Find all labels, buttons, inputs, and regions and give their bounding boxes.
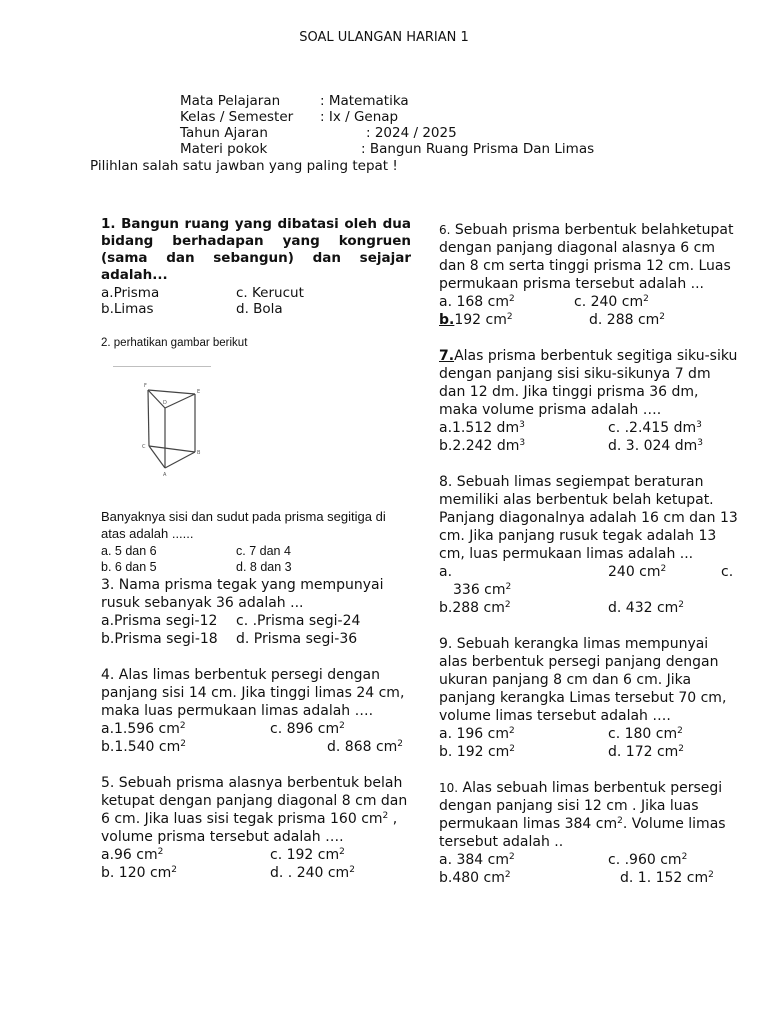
subject-label: Mata Pelajaran: [180, 93, 281, 109]
instruction: Pilihlan salah satu jawban yang paling tepat !: [90, 158, 398, 174]
q9-option-d-exp: 2: [678, 744, 685, 754]
q5-option-d: [270, 864, 355, 882]
year-label: Tahun Ajaran: [180, 125, 268, 141]
q10-option-b-text: b.480 cm: [439, 870, 505, 886]
q4-option-d: [327, 738, 403, 756]
triangular-prism-diagram: [111, 366, 231, 486]
q4-option-b-text: b.1.540 cm: [101, 739, 181, 755]
subject-value: : Matematika: [320, 93, 409, 109]
q6-option-a-exp: 2: [509, 294, 515, 304]
q10-option-d-exp: 2: [708, 870, 714, 880]
q10-option-a: [439, 851, 515, 869]
vertex-label-F: F: [144, 383, 147, 389]
q5-option-b: [101, 864, 177, 882]
q6-option-a: [439, 293, 515, 311]
q6-option-d-exp: 2: [659, 312, 666, 322]
q6-option-b-letter: b.: [439, 312, 455, 328]
q10-number: 10.: [439, 781, 459, 795]
q9-option-c: [608, 725, 683, 743]
q7-option-a-text: a.1.512 dm: [439, 420, 520, 436]
vertex-label-C: C: [142, 444, 146, 450]
q1-option-c: c. Kerucut: [236, 285, 304, 301]
q3-option-b: b.Prisma segi-18: [101, 631, 218, 647]
q4-option-d-exp: 2: [397, 739, 404, 749]
q5-option-d-exp: 2: [349, 865, 355, 875]
meta-block: [180, 93, 640, 157]
q5-text: [101, 774, 411, 846]
q4-option-a-exp: 2: [179, 721, 186, 731]
q6-text-body: Sebuah prisma berbentuk belahketupat dengan panjang diagonal alasnya 6 cm dan 8 cm serta tinggi prisma 12 cm. Luas permukaan prisma tersebut adalah ...: [439, 222, 734, 292]
q8-option-c-exp: 2: [505, 582, 512, 592]
q7-text-body: Alas prisma berbentuk segitiga siku-siku dengan panjang sisi siku-sikunya 7 dm dan 12 dm. Jika tinggi prisma 36 dm, maka volume prisma adalah ….: [439, 348, 738, 418]
q10-option-c-exp: 2: [681, 852, 688, 862]
q6-option-b: [439, 311, 513, 329]
q3-option-c: c. .Prisma segi-24: [236, 613, 361, 629]
q8-option-d: [608, 599, 684, 617]
q8-option-b-text: b.288 cm: [439, 600, 505, 616]
vertex-label-A: A: [163, 472, 167, 478]
q5-option-a-exp: 2: [157, 847, 164, 857]
q7-number: 7.: [439, 348, 455, 364]
q6-option-d: [589, 311, 665, 329]
q10-option-a-text: a. 384 cm: [439, 852, 509, 868]
q4-text: 4. Alas limas berbentuk persegi dengan panjang sisi 14 cm. Jika tinggi limas 24 cm, maka luas permukaan limas adalah ….: [101, 667, 405, 719]
q5-option-c: [270, 846, 345, 864]
q10-option-d-text: d. 1. 152 cm: [620, 870, 709, 886]
q5-option-c-exp: 2: [339, 847, 345, 857]
q2-question: Banyaknya sisi dan sudut pada prisma segitiga di atas adalah ......: [101, 509, 386, 541]
q9-option-b: [439, 743, 515, 761]
q9-text: 9. Sebuah kerangka limas mempunyai alas berbentuk persegi panjang dengan ukuran panjang 8 cm dan 6 cm. Jika panjang kerangka Limas tersebut 70 cm, volume limas tersebut adalah ….: [439, 636, 727, 724]
q7-option-a-exp: 3: [519, 420, 525, 430]
q1-option-b: b.Limas: [101, 301, 154, 317]
q10-option-d: [620, 869, 714, 887]
q10-text-part2: . Volume limas tersebut adalah ..: [439, 816, 726, 850]
q5-option-b-exp: 2: [171, 865, 178, 875]
q3-option-a: a.Prisma segi-12: [101, 613, 218, 629]
q5-text-part2: , volume prisma tersebut adalah ….: [101, 811, 398, 845]
q9-option-b-exp: 2: [509, 744, 516, 754]
q2-option-d: d. 8 dan 3: [236, 560, 292, 574]
q5-text-exp: 2: [382, 811, 389, 821]
q7-option-a: [439, 419, 525, 437]
q8-option-c-text: 336 cm: [453, 582, 506, 598]
q1-text: 1. Bangun ruang yang dibatasi oleh dua bidang berhadapan yang kongruen (sama dan sebangun) dan sejajar adalah...: [101, 216, 411, 283]
q10-option-c-text: c. .960 cm: [608, 852, 682, 868]
q8-option-a: [608, 563, 666, 581]
q9-option-a: [439, 725, 515, 743]
q7-option-b-exp: 3: [519, 438, 526, 448]
q9-option-a-exp: 2: [509, 726, 515, 736]
q2-option-b: b. 6 dan 5: [101, 560, 157, 574]
page-title: SOAL ULANGAN HARIAN 1: [299, 30, 469, 45]
q4-option-d-text: d. 868 cm: [327, 739, 398, 755]
q9-option-c-exp: 2: [677, 726, 683, 736]
q7-option-d-text: d. 3. 024 dm: [608, 438, 698, 454]
q9-option-d: [608, 743, 684, 761]
q6-option-d-text: d. 288 cm: [589, 312, 660, 328]
q4-option-c-text: c. 896 cm: [270, 721, 340, 737]
topic-label: Materi pokok: [180, 141, 268, 157]
q6-option-c-exp: 2: [643, 294, 649, 304]
q7-option-c-exp: 3: [696, 420, 702, 430]
q5-text-part1: 5. Sebuah prisma alasnya berbentuk belah ketupat dengan panjang diagonal 8 cm dan 6 cm. Jika luas sisi tegak prisma 160 cm: [101, 775, 408, 827]
q7-text: [439, 347, 739, 419]
q6-text: [439, 221, 739, 293]
q9-option-c-text: c. 180 cm: [608, 726, 678, 742]
q10-option-c: [608, 851, 687, 869]
q4-option-b: [101, 738, 186, 756]
vertex-label-B: B: [197, 450, 201, 456]
q2-option-a: a. 5 dan 6: [101, 544, 157, 558]
q7-option-c: [608, 419, 702, 437]
q9-option-b-text: b. 192 cm: [439, 744, 510, 760]
q3-text: 3. Nama prisma tegak yang mempunyai rusuk sebanyak 36 adalah ...: [101, 577, 384, 611]
q4-option-a: [101, 720, 186, 738]
q1-option-a: a.Prisma: [101, 285, 160, 301]
q8-option-a-exp: 2: [660, 564, 667, 574]
q7-option-d-exp: 3: [697, 438, 704, 448]
q3-option-d: d. Prisma segi-36: [236, 631, 358, 647]
vertex-label-E-top: E: [197, 389, 201, 395]
q5-option-d-text: d. . 240 cm: [270, 865, 350, 881]
q4-option-b-exp: 2: [180, 739, 186, 749]
q10-option-b-exp: 2: [504, 870, 511, 880]
q5-option-c-text: c. 192 cm: [270, 847, 340, 863]
q10-option-a-exp: 2: [509, 852, 515, 862]
q6-option-a-text: a. 168 cm: [439, 294, 509, 310]
q1-option-d: d. Bola: [236, 301, 283, 317]
q10-text-part1: Alas sebuah limas berbentuk persegi dengan panjang sisi 12 cm . Jika luas permukaan limas 384 cm: [439, 780, 723, 832]
left-column: [101, 216, 411, 882]
q5-option-a: [101, 846, 163, 864]
q4-option-c-exp: 2: [339, 721, 345, 731]
q6-option-c-text: c. 240 cm: [574, 294, 644, 310]
q8-option-d-exp: 2: [678, 600, 685, 610]
q2-text: 2. perhatikan gambar berikut: [101, 337, 248, 349]
q4-option-a-text: a.1.596 cm: [101, 721, 180, 737]
q2-option-c: c. 7 dan 4: [236, 544, 291, 558]
year-value: : 2024 / 2025: [366, 125, 457, 141]
q4-option-c: [270, 720, 345, 738]
q10-text: [439, 779, 739, 851]
q8-option-b: [439, 599, 511, 617]
q10-text-exp: 2: [617, 816, 623, 826]
q9-option-d-text: d. 172 cm: [608, 744, 679, 760]
q7-option-b: [439, 437, 525, 455]
q8-option-c-letter: c.: [721, 564, 734, 580]
q6-number: 6.: [439, 223, 451, 237]
vertex-label-D: D: [163, 400, 167, 406]
q7-option-c-text: c. .2.415 dm: [608, 420, 697, 436]
q5-option-a-text: a.96 cm: [101, 847, 158, 863]
q7-option-b-text: b.2.242 dm: [439, 438, 520, 454]
q6-option-b-exp: 2: [506, 312, 513, 322]
prism-figure: [101, 360, 411, 508]
topic-value: : Bangun Ruang Prisma Dan Limas: [361, 141, 595, 157]
q8-option-a-letter: a.: [439, 564, 453, 580]
q8-option-a-text: 240 cm: [608, 564, 661, 580]
q8-option-c: [453, 581, 511, 599]
class-label: Kelas / Semester: [180, 109, 294, 125]
q9-option-a-text: a. 196 cm: [439, 726, 509, 742]
q8-option-b-exp: 2: [504, 600, 511, 610]
q10-option-b: [439, 869, 511, 887]
q6-option-b-text: 192 cm: [454, 312, 507, 328]
q8-text: 8. Sebuah limas segiempat beraturan memiliki alas berbentuk belah ketupat. Panjang diagonalnya adalah 16 cm dan 13 cm. Jika panjang rusuk tegak adalah 13 cm, luas permukaan limas adalah ...: [439, 474, 738, 562]
class-value: : Ix / Genap: [320, 109, 399, 125]
q7-option-d: [608, 437, 703, 455]
q5-option-b-text: b. 120 cm: [101, 865, 172, 881]
q6-option-c: [574, 293, 649, 311]
right-column: [439, 221, 739, 887]
q8-option-d-text: d. 432 cm: [608, 600, 679, 616]
